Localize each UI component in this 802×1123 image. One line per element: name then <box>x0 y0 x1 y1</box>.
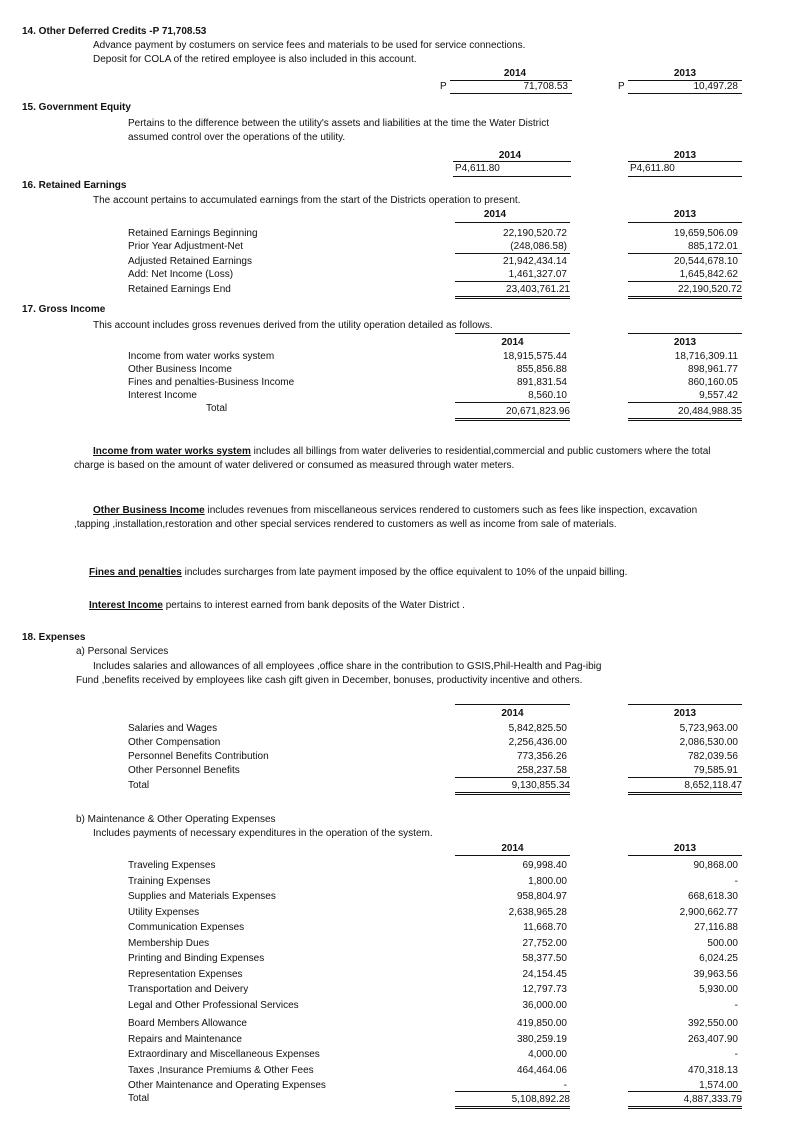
note18-mo-row-2013: 500.00 <box>707 938 738 949</box>
note17-row-2014: 8,560.10 <box>528 390 567 401</box>
note17-row-2014: 855,856.88 <box>516 364 567 375</box>
note17-row-label: Interest Income <box>128 390 197 401</box>
note18-mo-row-label: Other Maintenance and Operating Expenses <box>128 1080 326 1091</box>
note17-desc-other-business <box>74 504 704 531</box>
note17-row-label: Income from water works system <box>128 351 275 362</box>
note18-mo-row-label: Utility Expenses <box>128 907 200 918</box>
note14-value-2013: 10,497.28 <box>628 81 742 94</box>
note18-sub-a: a) Personal Services <box>76 646 169 657</box>
note18-mo-rule-top-2014 <box>455 855 570 856</box>
note17-desc-other-business-text: includes revenues from miscellaneous services rendered to customers such as fees like inspection, excavation ,tapping ,installation,restoration and other special services rendered to customers as well as income from sale of materials. <box>74 505 698 530</box>
note16-rule-2014 <box>455 222 570 223</box>
note18-mo-row-2014: 4,000.00 <box>528 1049 567 1060</box>
note16-row-label: Retained Earnings End <box>128 284 231 295</box>
note18-ps-row-label: Other Compensation <box>128 737 221 748</box>
note14-currency-2014: P <box>440 81 447 92</box>
note16-row-label: Prior Year Adjustment-Net <box>128 241 244 252</box>
note18-mo-row-2013: 470,318.13 <box>687 1065 738 1076</box>
note18-mo-row-2014: 11,668.70 <box>523 922 567 933</box>
note17-row-2014: 891,831.54 <box>516 377 567 388</box>
note18-mo-row-2014: 958,804.97 <box>516 891 567 902</box>
note18-mo-row-2014: 12,797.73 <box>522 984 567 995</box>
note17-row-2013: 898,961.77 <box>687 364 738 375</box>
note16-row-2014: 21,942,434.14 <box>503 256 567 267</box>
note16-row-2014: 1,461,327.07 <box>508 269 567 280</box>
note18-mo-row-label: Transportation and Deivery <box>128 984 249 995</box>
note16-subtotal-rule-2014 <box>455 253 570 254</box>
note18-title: 18. Expenses <box>22 632 86 643</box>
note18-mo-row-2013: 2,900,662.77 <box>679 907 738 918</box>
note18-mo-total-rule-2014 <box>455 1091 570 1092</box>
note15-line1: Pertains to the difference between the utility's assets and liabilities at the time the Water District <box>128 118 550 129</box>
note18-ps-row-2013: 782,039.56 <box>687 751 738 762</box>
note18-ps-total-2013: 8,652,118.47 <box>628 780 742 795</box>
note18-mo-row-label: Representation Expenses <box>128 969 243 980</box>
note14-line1: Advance payment by costumers on service fees and materials to be used for service connections. <box>93 40 526 51</box>
note18-mo-row-2013: 668,618.30 <box>687 891 738 902</box>
note17-total-2014: 20,671,823.96 <box>455 406 570 421</box>
note16-end-rule-2014 <box>455 281 570 282</box>
note18-mo-row-label: Taxes ,Insurance Premiums & Other Fees <box>128 1065 314 1076</box>
note14-title: 14. Other Deferred Credits -P 71,708.53 <box>22 26 207 37</box>
note17-total-label: Total <box>206 403 228 414</box>
note16-row-2013: 22,190,520.72 <box>628 284 742 299</box>
note18-mo-row-label: Board Members Allowance <box>128 1018 247 1029</box>
note17-total-rule-2014 <box>455 402 570 403</box>
note18-mo-row-2014: 58,377.50 <box>522 953 567 964</box>
note17-row-label: Fines and penalties-Business Income <box>128 377 295 388</box>
note18-mo-total-2013: 4,887,333.79 <box>628 1094 742 1109</box>
note18-mo-row-2013: 39,963.56 <box>693 969 738 980</box>
note18-mo-row-2013: - <box>734 876 738 887</box>
note18-mo-total-label: Total <box>128 1093 150 1104</box>
note18-ps-row-2014: 258,237.58 <box>516 765 567 776</box>
note18-ps-row-2013: 5,723,963.00 <box>679 723 738 734</box>
note18-ps-year-2013: 2013 <box>673 708 697 719</box>
note14-value-2014: 71,708.53 <box>450 81 572 94</box>
note18-ps-row-2014: 5,842,825.50 <box>508 723 567 734</box>
note18-ps-row-label: Other Personnel Benefits <box>128 765 240 776</box>
note18-mo-row-2013: - <box>734 1000 738 1011</box>
note18-mo-row-2013: 1,574.00 <box>699 1080 738 1091</box>
note18-ps-row-label: Salaries and Wages <box>128 723 218 734</box>
note18-mo-row-2014: 419,850.00 <box>516 1018 567 1029</box>
note18-mo-row-label: Legal and Other Professional Services <box>128 1000 299 1011</box>
note16-row-2013: 885,172.01 <box>687 241 738 252</box>
note15-value-2014: P4,611.80 <box>453 161 571 177</box>
note18-mo-row-2014: 2,638,965.28 <box>508 907 567 918</box>
note17-desc-interest-term: Interest Income <box>89 600 163 611</box>
note18-mo-row-label: Membership Dues <box>128 938 210 949</box>
note16-intro: The account pertains to accumulated earnings from the start of the Districts operation to present. <box>93 195 521 206</box>
note18-mo-row-label: Repairs and Maintenance <box>128 1034 242 1045</box>
note17-row-2014: 18,915,575.44 <box>503 351 567 362</box>
note18-mo-row-2014: 69,998.40 <box>522 860 567 871</box>
note17-desc-interest-text: pertains to interest earned from bank deposits of the Water District . <box>162 600 465 611</box>
note15-line2: assumed control over the operations of the utility. <box>128 132 346 143</box>
note16-row-2013: 1,645,842.62 <box>679 269 738 280</box>
note18-mo-row-2013: 263,407.90 <box>687 1034 738 1045</box>
note18-ps-row-2013: 2,086,530.00 <box>679 737 738 748</box>
note17-total-2013: 20,484,988.35 <box>628 406 742 421</box>
note17-desc-other-business-term: Other Business Income <box>93 505 205 516</box>
note17-rule-top-2013 <box>628 333 742 334</box>
note17-intro: This account includes gross revenues derived from the utility operation detailed as follows. <box>93 320 493 331</box>
note18-ps-year-2014: 2014 <box>501 708 524 719</box>
note18-mo-total-rule-2013 <box>628 1091 742 1092</box>
note16-subtotal-rule-2013 <box>628 253 742 254</box>
note18-sub-b: b) Maintenance & Other Operating Expenses <box>76 814 276 825</box>
note18-ps-row-2014: 2,256,436.00 <box>508 737 567 748</box>
note17-title: 17. Gross Income <box>22 304 106 315</box>
note15-value-2013: P4,611.80 <box>628 161 742 177</box>
note16-rule-2013 <box>628 222 742 223</box>
note18-mo-row-2014: 36,000.00 <box>522 1000 567 1011</box>
note14-line2: Deposit for COLA of the retired employee is also included in this account. <box>93 54 417 65</box>
note18-mo-row-2014: 464,464.06 <box>516 1065 567 1076</box>
note16-row-2013: 19,659,506.09 <box>674 228 738 239</box>
note17-row-label: Other Business Income <box>128 364 232 375</box>
note18-ps-total-rule-2014 <box>455 777 570 778</box>
note15-year-2014: 2014 <box>498 150 522 161</box>
note18-mo-row-2014: 27,752.00 <box>522 938 567 949</box>
note18-mo-year-2013: 2013 <box>673 843 697 854</box>
note17-year-2014: 2014 <box>501 337 524 348</box>
note16-row-2014: 23,403,761.21 <box>455 284 570 299</box>
note17-row-2013: 9,557.42 <box>699 390 738 401</box>
note18-ps-row-2013: 79,585.91 <box>693 765 738 776</box>
note16-row-2013: 20,544,678.10 <box>674 256 738 267</box>
note17-desc-fines <box>89 566 769 580</box>
note16-row-label: Retained Earnings Beginning <box>128 228 258 239</box>
note17-desc-water-works-text: includes all billings from water deliveries to residential,commercial and public customers where the total charge is based on the amount of water delivered or consumed as measured through water meters. <box>74 446 711 471</box>
note18-mo-rule-top-2013 <box>628 855 742 856</box>
note18-mo-row-2014: 1,800.00 <box>528 876 567 887</box>
note18-mo-row-2013: 5,930.00 <box>699 984 738 995</box>
note18-ps-rule-top-2014 <box>455 704 570 705</box>
note16-row-2014: (248,086.58) <box>510 241 567 252</box>
note18-ps-row-2014: 773,356.26 <box>516 751 567 762</box>
note17-year-2013: 2013 <box>673 337 697 348</box>
note17-desc-water-works-term: Income from water works system <box>93 446 251 457</box>
note17-desc-fines-term: Fines and penalties <box>89 567 182 578</box>
note17-desc-interest <box>89 599 769 613</box>
note18-sub-a-line2: Fund ,benefits received by employees like cash gift given in December, bonuses, productivity incentive and others. <box>76 675 583 686</box>
note18-mo-row-label: Communication Expenses <box>128 922 245 933</box>
note18-ps-total-2014: 9,130,855.34 <box>455 780 570 795</box>
note18-mo-year-2014: 2014 <box>501 843 524 854</box>
note18-mo-row-2014: 24,154.45 <box>522 969 567 980</box>
note17-total-rule-2013 <box>628 402 742 403</box>
note16-year-2013: 2013 <box>673 209 697 220</box>
note18-mo-row-2013: - <box>734 1049 738 1060</box>
note14-year-2014: 2014 <box>503 68 527 79</box>
note18-mo-total-2014: 5,108,892.28 <box>455 1094 570 1109</box>
note18-mo-row-label: Traveling Expenses <box>128 860 216 871</box>
note16-end-rule-2013 <box>628 281 742 282</box>
note14-year-2013: 2013 <box>673 68 697 79</box>
note18-mo-row-label: Printing and Binding Expenses <box>128 953 265 964</box>
note18-sub-a-line1: Includes salaries and allowances of all employees ,office share in the contribution to GSIS,Phil-Health and Pag-ibig <box>93 661 602 672</box>
note16-year-2014: 2014 <box>483 209 507 220</box>
note18-mo-row-2013: 392,550.00 <box>687 1018 738 1029</box>
note16-row-2014: 22,190,520.72 <box>503 228 567 239</box>
note18-mo-row-2013: 27,116.88 <box>694 922 738 933</box>
note18-mo-row-label: Supplies and Materials Expenses <box>128 891 276 902</box>
note14-currency-2013: P <box>618 81 625 92</box>
note15-title: 15. Government Equity <box>22 102 131 113</box>
note18-ps-total-label: Total <box>128 780 150 791</box>
note18-mo-row-label: Training Expenses <box>128 876 211 887</box>
note17-row-2013: 18,716,309.11 <box>674 351 738 362</box>
note16-row-label: Adjusted Retained Earnings <box>128 256 252 267</box>
note17-row-2013: 860,160.05 <box>687 377 738 388</box>
note17-desc-fines-text: includes surcharges from late payment imposed by the office equivalent to 10% of the unpaid billing. <box>181 567 628 578</box>
note18-ps-row-label: Personnel Benefits Contribution <box>128 751 269 762</box>
note18-mo-row-2013: 6,024.25 <box>699 953 738 964</box>
note18-mo-row-2013: 90,868.00 <box>693 860 738 871</box>
note18-ps-total-rule-2013 <box>628 777 742 778</box>
note16-title: 16. Retained Earnings <box>22 180 127 191</box>
note18-mo-row-2014: 380,259.19 <box>516 1034 567 1045</box>
note18-ps-rule-top-2013 <box>628 704 742 705</box>
note18-mo-row-2014: - <box>563 1080 567 1091</box>
note18-mo-row-label: Extraordinary and Miscellaneous Expenses <box>128 1049 320 1060</box>
note14-box-top-2014 <box>450 80 572 81</box>
note17-desc-water-works <box>74 445 714 472</box>
note18-sub-b-line1: Includes payments of necessary expenditures in the operation of the system. <box>93 828 433 839</box>
note16-row-label: Add: Net Income (Loss) <box>128 269 234 280</box>
note15-year-2013: 2013 <box>673 150 697 161</box>
note17-rule-top-2014 <box>455 333 570 334</box>
note14-box-top-2013 <box>628 80 742 81</box>
